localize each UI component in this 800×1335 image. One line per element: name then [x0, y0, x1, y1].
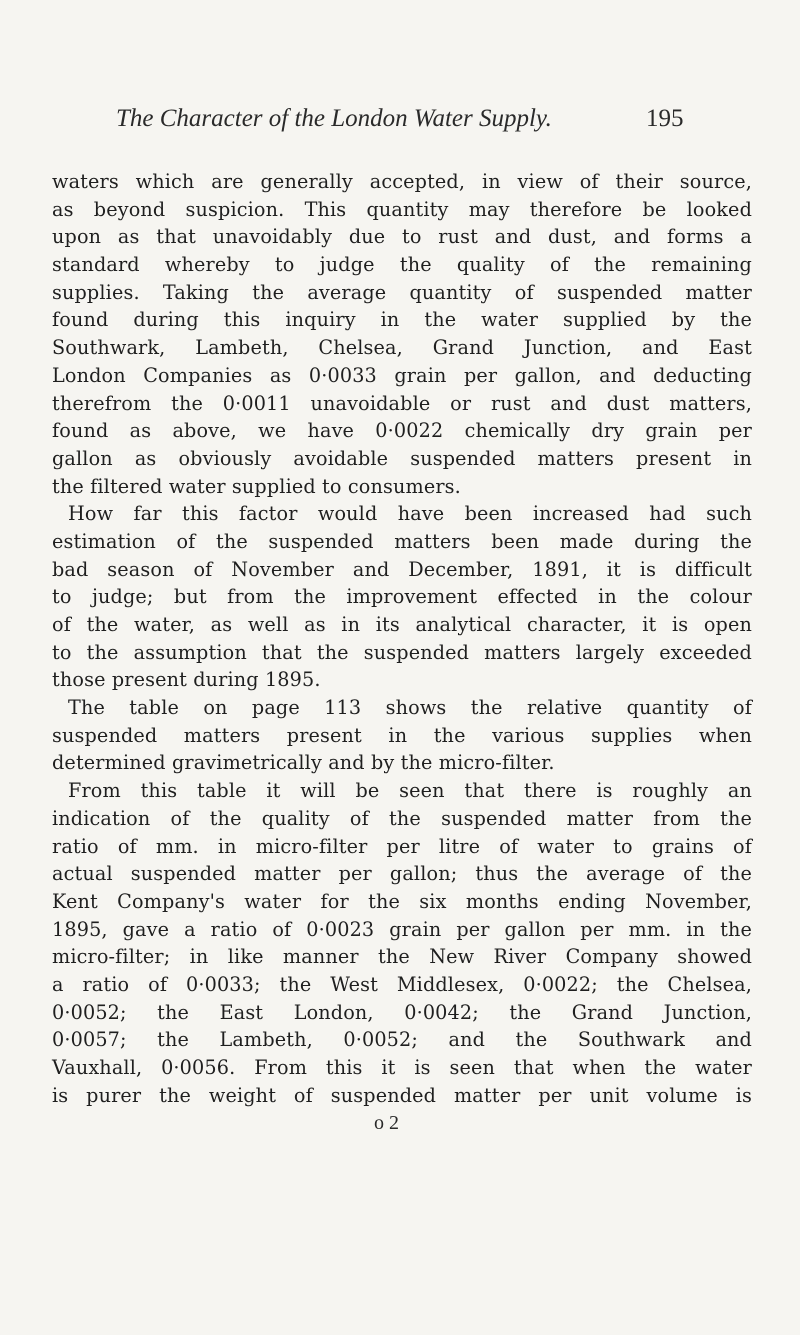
text-line: to the assumption that the suspended matters largely exceeded: [52, 640, 752, 664]
text-line: therefrom the 0·0011 unavoidable or rust and dust matters,: [52, 391, 752, 415]
text-line: The table on page 113 shows the relative quantity of: [68, 696, 752, 720]
text-line: is purer the weight of suspended matter per unit volume is: [52, 1083, 752, 1107]
text-line: found during this inquiry in the water supplied by the: [52, 308, 752, 332]
text-line: Southwark, Lambeth, Chelsea, Grand Junction, and East: [52, 336, 752, 360]
text-line: actual suspended matter per gallon; thus the average of the: [52, 862, 752, 886]
text-line: 0·0052; the East London, 0·0042; the Grand Junction,: [52, 1000, 752, 1024]
text-line: supplies. Taking the average quantity of suspended matter: [52, 280, 752, 304]
text-line: estimation of the suspended matters been made during the: [52, 529, 752, 553]
text-line: of the water, as well as in its analytical character, it is open: [52, 613, 752, 636]
text-line: How far this factor would have been increased had such: [68, 502, 752, 526]
running-title: The Character of the London Water Supply.: [116, 105, 552, 132]
text-line: as beyond suspicion. This quantity may therefore be looked: [52, 197, 752, 221]
body-text: [52, 168, 752, 1109]
text-line: those present during 1895.: [52, 668, 321, 692]
text-line: 1895, gave a ratio of 0·0023 grain per gallon per mm. in the: [52, 917, 752, 941]
text-line: upon as that unavoidably due to rust and dust, and forms a: [52, 225, 752, 249]
text-line: micro-filter; in like manner the New River Company showed: [52, 945, 752, 969]
text-line: Vauxhall, 0·0056. From this it is seen that when the water: [52, 1056, 752, 1079]
text-line: waters which are generally accepted, in view of their source,: [52, 170, 752, 193]
text-line: London Companies as 0·0033 grain per gallon, and deducting: [52, 363, 752, 387]
text-line: a ratio of 0·0033; the West Middlesex, 0·0022; the Chelsea,: [52, 972, 752, 996]
text-line: bad season of November and December, 1891, it is difficult: [52, 557, 752, 581]
text-line: the filtered water supplied to consumers.: [52, 474, 461, 498]
text-line: determined gravimetrically and by the micro-filter.: [52, 751, 555, 775]
text-line: gallon as obviously avoidable suspended matters present in: [52, 446, 752, 470]
text-line: to judge; but from the improvement effected in the colour: [52, 585, 752, 609]
signature-mark: o 2: [374, 1112, 399, 1134]
running-head: [70, 104, 730, 138]
text-line: found as above, we have 0·0022 chemically dry grain per: [52, 419, 752, 443]
text-line: ratio of mm. in micro-filter per litre of water to grains of: [52, 834, 752, 858]
text-line: 0·0057; the Lambeth, 0·0052; and the Southwark and: [52, 1028, 752, 1052]
text-line: indication of the quality of the suspended matter from the: [52, 806, 752, 830]
text-line: Kent Company's water for the six months ending November,: [52, 889, 752, 913]
page-number: 195: [646, 105, 684, 132]
text-line: suspended matters present in the various supplies when: [52, 723, 752, 747]
text-line: standard whereby to judge the quality of the remaining: [52, 253, 752, 277]
text-line: From this table it will be seen that there is roughly an: [68, 779, 752, 803]
